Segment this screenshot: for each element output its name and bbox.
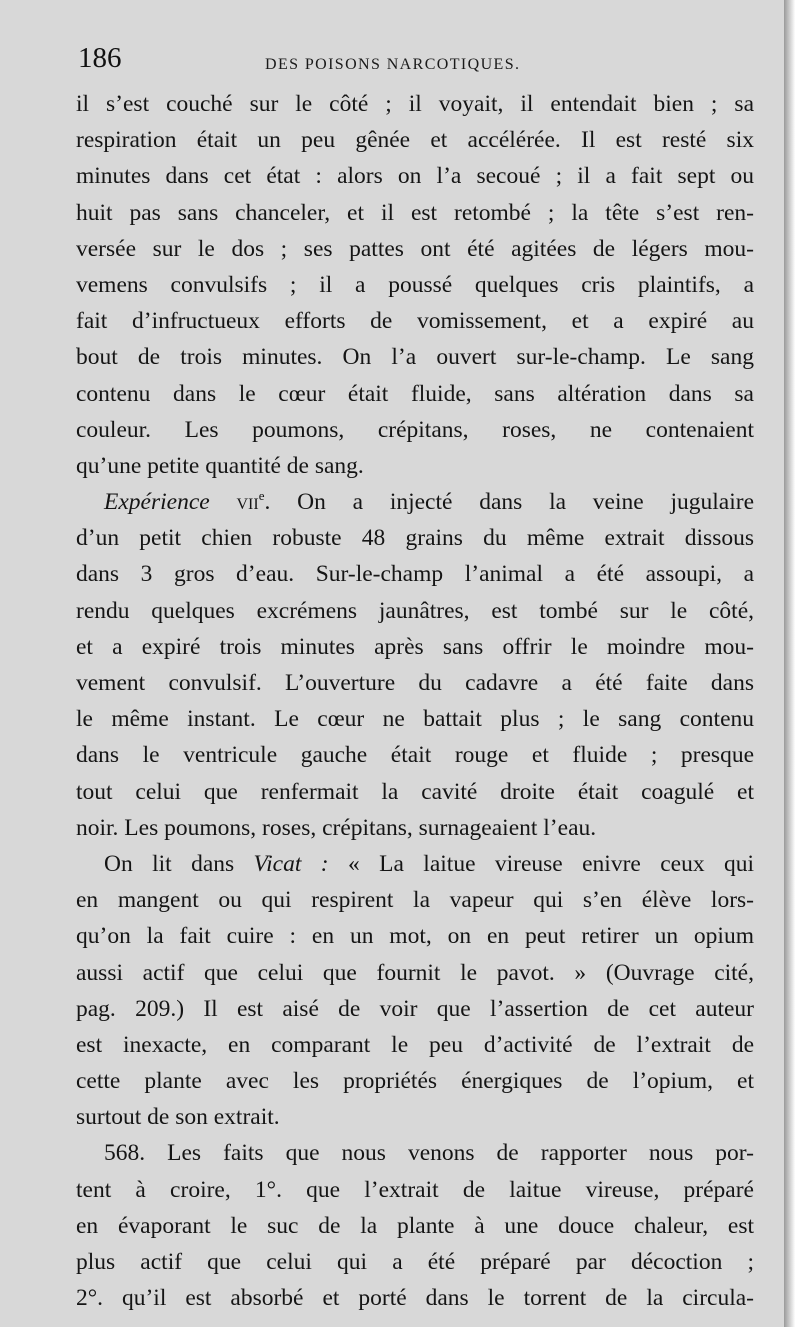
text-line: cette plante avec les propriétés énergiques de l’opium, et [76,1068,754,1095]
page-number: 186 [78,42,122,74]
section-number: 568. [104,1140,146,1167]
experiment-line-text: . On a injecté dans la veine jugulaire [264,489,754,516]
text-line: plus actif que celui qui a été préparé par décoction ; [76,1249,754,1275]
text-line: il s’est couché sur le côté ; il voyait, il entendait bien ; sa [76,91,754,117]
text-line: est inexacte, en comparant le peu d’activité de l’extrait de [76,1031,754,1058]
text-line: en mangent ou qui respirent la vapeur qui s’en élève lors- [76,887,754,914]
text-line: tout celui que renfermait la cavité droite était coagulé et [76,778,754,805]
text-line: surtout de son extrait. [76,1104,280,1131]
text-line: le même instant. Le cœur ne battait plus ; le sang contenu [76,706,754,733]
vicat-intro: On lit dans [104,850,254,877]
page-header [78,42,758,82]
text-line: 2°. qu’il est absorbé et porté dans le torrent de la circula- [76,1285,754,1312]
section-heading-line [76,1135,754,1171]
experiment-label: Expérience [104,489,210,516]
text-line: aussi actif que celui que fournit le pavot. » (Ouvrage cité, [76,959,754,986]
text-line: dans le ventricule gauche était rouge et fluide ; presque [76,742,754,769]
text-line: minutes dans cet état : alors on l’a secoué ; il a fait sept ou [76,163,754,190]
text-line: fait d’infructueux efforts de vomissement, et a expiré au [76,308,754,335]
text-line: huit pas sans chanceler, et il est retombé ; la tête s’est ren- [76,199,754,226]
vicat-quote-line [76,846,754,882]
text-line: dans 3 gros d’eau. Sur-le-champ l’animal a été assoupi, a [76,561,754,588]
page-edge-shadow [784,0,800,1327]
text-line: tent à croire, 1°. que l’extrait de laitue vireuse, préparé [76,1176,754,1203]
running-head: DES POISONS NARCOTIQUES. [265,56,521,73]
body-text [76,86,754,1316]
text-line: et a expiré trois minutes après sans offrir le moindre mou- [76,633,754,660]
text-line: qu’une petite quantité de sang. [76,452,364,479]
text-line: rendu quelques excrémens jaunâtres, est tombé sur le côté, [76,597,754,624]
vicat-line-text: « La laitue vireuse enivre ceux qui [328,850,754,877]
text-line: en évaporant le suc de la plante à une douce chaleur, est [76,1212,754,1239]
text-line: versée sur le dos ; ses pattes ont été agitées de légers mou- [76,235,754,262]
text-line: vement convulsif. L’ouverture du cadavre a été faite dans [76,670,754,696]
experiment-heading-line [76,484,754,520]
text-line: contenu dans le cœur était fluide, sans altération dans sa [76,380,754,407]
text-line: vemens convulsifs ; il a poussé quelques cris plaintifs, a [76,271,754,298]
text-line: pag. 209.) Il est aisé de voir que l’assertion de cet auteur [76,995,754,1022]
experiment-number-suffix: e [258,488,265,504]
text-line: qu’on la fait cuire : en un mot, on en peut retirer un opium [76,923,754,950]
text-line: couleur. Les poumons, crépitans, roses, ne contenaient [76,416,754,443]
text-line: respiration était un peu gênée et accélérée. Il est resté six [76,127,754,154]
text-line: bout de trois minutes. On l’a ouvert sur-le-champ. Le sang [76,344,754,371]
section-line-text: Les faits que nous venons de rapporter nous por- [145,1140,754,1167]
experiment-number: vii [236,489,259,516]
text-line: noir. Les poumons, roses, crépitans, surnageaient l’eau. [76,814,597,841]
text-line: d’un petit chien robuste 48 grains du même extrait dissous [76,525,754,552]
vicat-author: Vicat : [253,850,329,877]
